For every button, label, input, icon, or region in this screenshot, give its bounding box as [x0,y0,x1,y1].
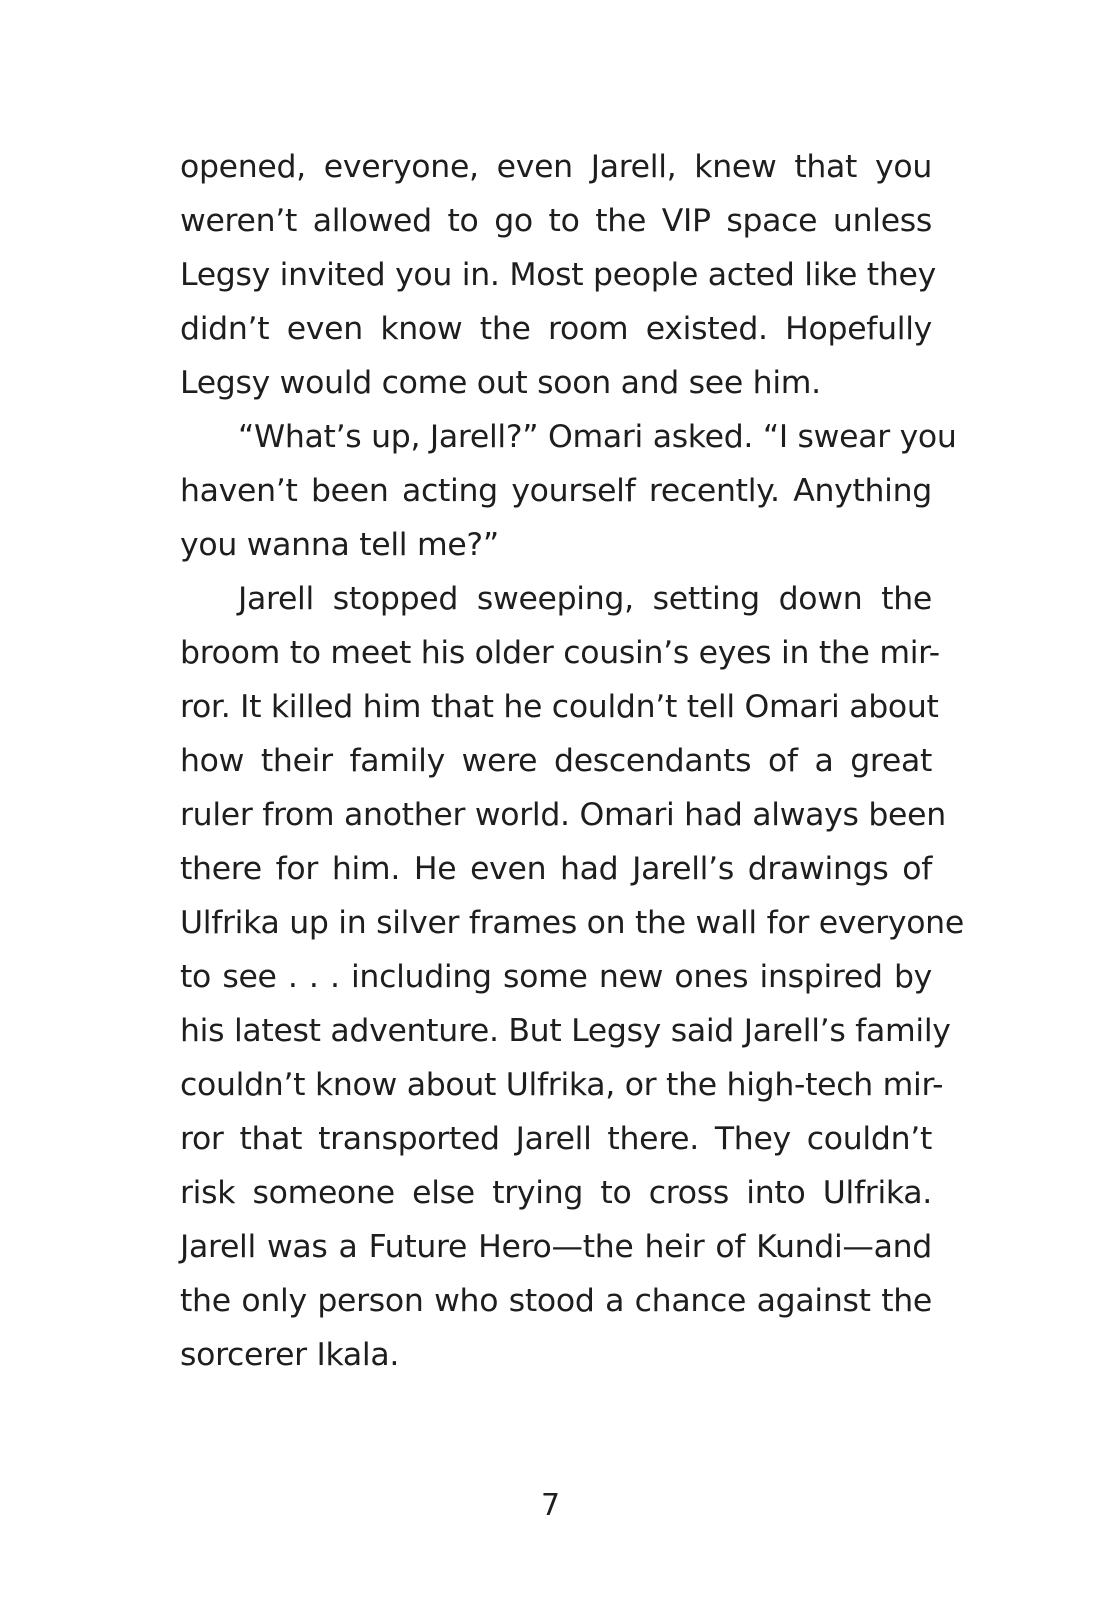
text-line: sorcerer Ikala. [180,1337,400,1373]
text-line: to see . . . including some new ones inspired by [180,959,932,995]
text-line: Jarell stopped sweeping, setting down the [238,581,932,617]
text-line: “What’s up, Jarell?” Omari asked. “I swear you [238,419,957,455]
text-line: couldn’t know about Ulfrika, or the high-tech mir- [180,1067,944,1103]
text-line: opened, everyone, even Jarell, knew that you [180,149,932,185]
text-line: how their family were descendants of a great [180,743,932,779]
page-number: 7 [540,1488,561,1523]
text-line: Jarell was a Future Hero—the heir of Kundi—and [180,1229,932,1265]
text-line: the only person who stood a chance against the [180,1283,932,1319]
text-line: haven’t been acting yourself recently. Anything [180,473,932,509]
text-line: ror. It killed him that he couldn’t tell Omari about [180,689,939,725]
text-line: you wanna tell me?” [180,527,499,563]
text-line: weren’t allowed to go to the VIP space unless [180,203,932,239]
text-line: risk someone else trying to cross into Ulfrika. [180,1175,932,1211]
text-line: ruler from another world. Omari had always been [180,797,946,833]
text-line: Legsy would come out soon and see him. [180,365,821,401]
text-line: broom to meet his older cousin’s eyes in the mir- [180,635,940,671]
text-line: ror that transported Jarell there. They couldn’t [180,1121,932,1157]
text-line: Ulfrika up in silver frames on the wall for everyone [180,905,964,941]
text-line: didn’t even know the room existed. Hopefully [180,311,932,347]
text-line: Legsy invited you in. Most people acted like they [180,257,936,293]
text-line: there for him. He even had Jarell’s drawings of [180,851,932,887]
text-line: his latest adventure. But Legsy said Jarell’s family [180,1013,951,1049]
body-text [180,140,964,1382]
